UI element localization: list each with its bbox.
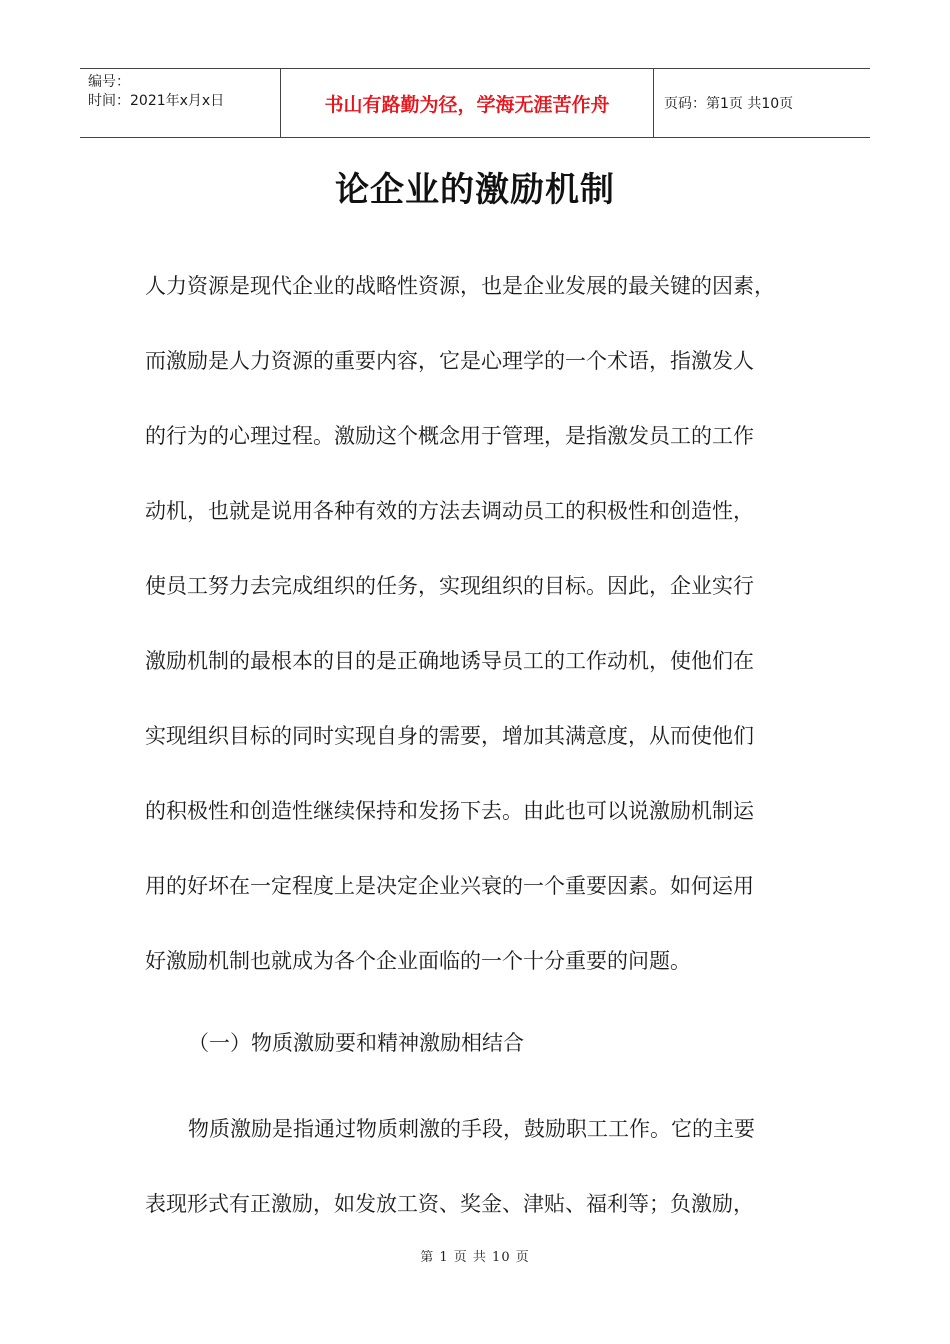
number-label: 编号： bbox=[88, 74, 130, 90]
body-line: 的行为的心理过程。激励这个概念用于管理，是指激发员工的工作 bbox=[145, 424, 754, 448]
document-title: 论企业的激励机制 bbox=[335, 170, 615, 210]
body-line: 实现组织目标的同时实现自身的需要，增加其满意度，从而使他们 bbox=[145, 724, 754, 748]
body-line: 动机，也就是说用各种有效的方法去调动员工的积极性和创造性， bbox=[145, 499, 754, 523]
body-line: 用的好坏在一定程度上是决定企业兴衰的一个重要因素。如何运用 bbox=[145, 874, 754, 898]
date-label: 时间：2021年x月x日 bbox=[88, 93, 225, 109]
body-line: 激励机制的最根本的目的是正确地诱导员工的工作动机，使他们在 bbox=[145, 649, 754, 673]
header-page-info: 页码：第1页 共10页 bbox=[664, 96, 794, 112]
body-line: 人力资源是现代企业的战略性资源，也是企业发展的最关键的因素， bbox=[145, 274, 775, 298]
body-line: 的积极性和创造性继续保持和发扬下去。由此也可以说激励机制运 bbox=[145, 799, 754, 823]
page-footer: 第 1 页 共 10 页 bbox=[420, 1250, 530, 1265]
section-line: 物质激励是指通过物质刺激的手段，鼓励职工工作。它的主要 bbox=[188, 1117, 755, 1141]
header-motto: 书山有路勤为径，学海无涯苦作舟 bbox=[281, 69, 654, 137]
header-meta bbox=[80, 69, 281, 137]
document-header bbox=[80, 68, 870, 138]
section-line: 表现形式有正激励，如发放工资、奖金、津贴、福利等；负激励， bbox=[145, 1192, 754, 1216]
section-heading: （一）物质激励要和精神激励相结合 bbox=[188, 1031, 524, 1055]
body-line: 使员工努力去完成组织的任务，实现组织的目标。因此，企业实行 bbox=[145, 574, 754, 598]
body-line: 而激励是人力资源的重要内容，它是心理学的一个术语，指激发人 bbox=[145, 349, 754, 373]
body-line: 好激励机制也就成为各个企业面临的一个十分重要的问题。 bbox=[145, 949, 691, 973]
